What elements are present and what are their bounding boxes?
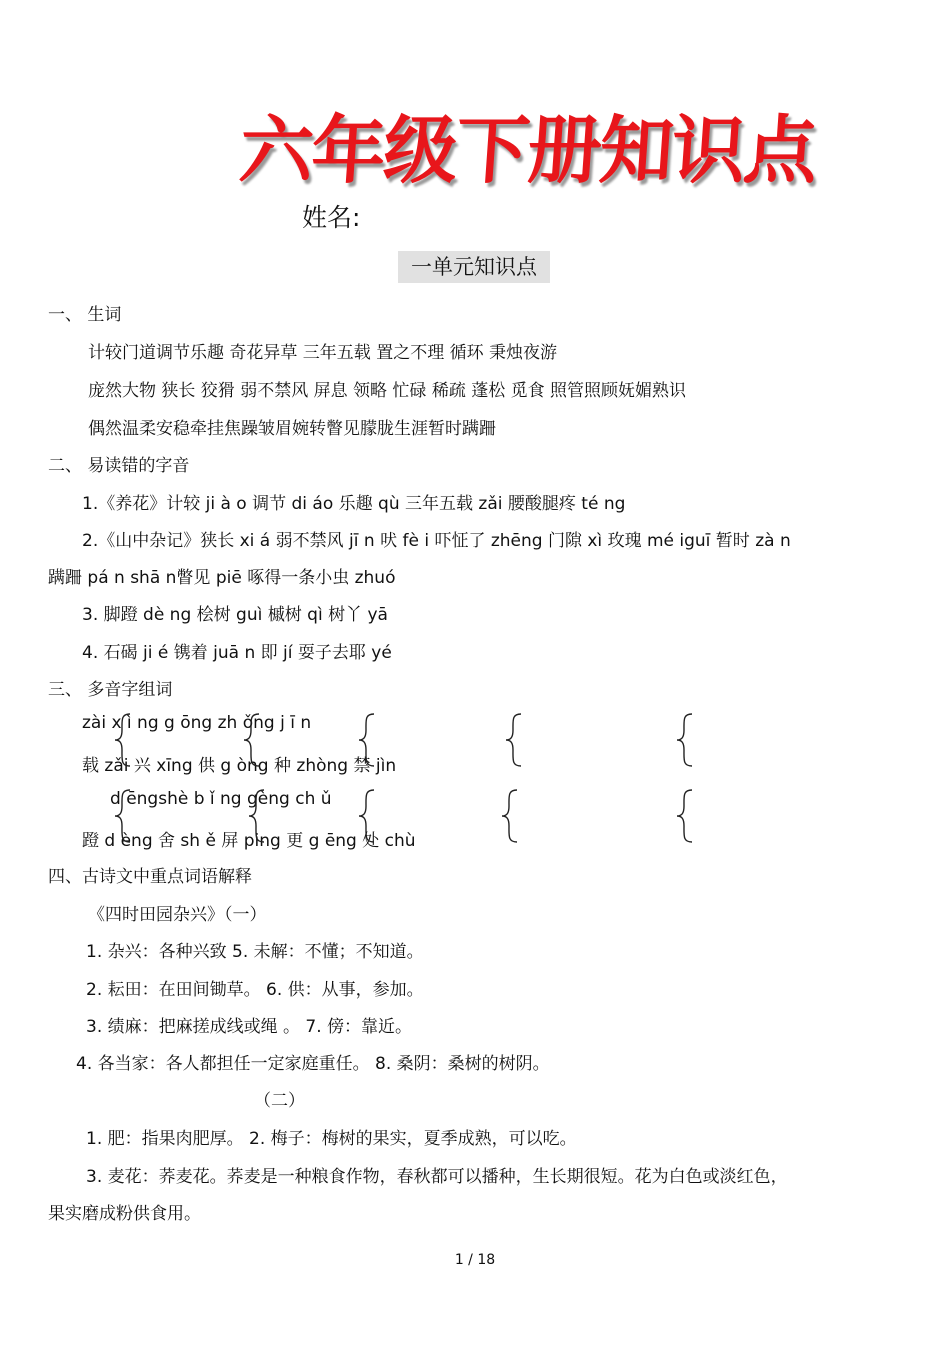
brace-icon	[674, 712, 696, 768]
page-number: 1 / 18	[454, 1252, 496, 1268]
vocab-line: 庞然大物 狭长 狡猾 弱不禁风 屏息 领略 忙碌 稀疏 蓬松 觅食 照管照顾妩媚熟识	[88, 381, 687, 401]
polyphone-line: 蹬 d èng 舍 sh ě 屏 ping 更 g ēng 处 chù	[82, 831, 416, 851]
section-heading-polyphone: 三、 多音字组词	[48, 680, 173, 700]
brace-icon	[241, 712, 263, 768]
polyphone-line: 载 zǎi 兴 xīng 供 g òng 种 zhòng 禁 jìn	[82, 756, 397, 776]
pronunciation-line: 3. 脚蹬 dè ng 桧树 guì 槭树 qì 树丫 yā	[82, 605, 388, 625]
pronunciation-line: 4. 石碣 ji é 镌着 juā n 即 jí 耍子去耶 yé	[82, 643, 392, 663]
polyphone-line: zài x ì ng g ōng zh ǒng j ī n	[82, 713, 312, 733]
vocab-line: 计较门道调节乐趣 奇花异草 三年五载 置之不理 循环 秉烛夜游	[88, 343, 558, 363]
document-title: 六年级下册知识点	[236, 108, 819, 194]
brace-icon	[246, 788, 268, 844]
pronunciation-line: 2.《山中杂记》狭长 xi á 弱不禁风 jī n 吠 fè i 吓怔了 zhēng 门隙 xì 玫瑰 mé iguī 暂时 zà n	[82, 531, 791, 551]
brace-icon	[499, 788, 521, 844]
brace-icon	[674, 788, 696, 844]
definition-line: 果实磨成粉供食用。	[48, 1204, 201, 1224]
section-heading-poetry: 四、古诗文中重点词语解释	[48, 867, 252, 887]
definition-line: 2. 耘田：在田间锄草。 6. 供：从事，参加。	[86, 980, 424, 1000]
vocab-line: 偶然温柔安稳牵挂焦躁皱眉婉转瞥见朦胧生涯暂时蹒跚	[88, 419, 496, 439]
brace-icon	[356, 712, 378, 768]
name-label: 姓名:	[302, 203, 361, 232]
brace-icon	[503, 712, 525, 768]
section-heading-vocab: 一、 生词	[48, 305, 122, 325]
polyphone-line: d ēngshè b ǐ ng gèng ch ǔ	[110, 789, 332, 809]
unit-title: 一单元知识点	[398, 251, 550, 283]
definition-line: 4. 各当家：各人都担任一定家庭重任。 8. 桑阴：桑树的树阴。	[76, 1054, 550, 1074]
pronunciation-line: 蹒跚 pá n shā n瞥见 piē 啄得一条小虫 zhuó	[48, 568, 396, 588]
definition-line: 3. 绩麻：把麻搓成线或绳 。 7. 傍：靠近。	[86, 1017, 413, 1037]
definition-line: 1. 杂兴：各种兴致 5. 未解：不懂；不知道。	[86, 942, 424, 962]
pronunciation-line: 1.《养花》计较 ji à o 调节 di áo 乐趣 qù 三年五载 zǎi 腰酸腿疼 té ng	[82, 494, 626, 514]
poem-title: 《四时田园杂兴》（一）	[88, 905, 267, 925]
poem-subtitle: （二）	[254, 1091, 305, 1111]
brace-icon	[112, 712, 134, 768]
brace-icon	[112, 788, 134, 844]
brace-icon	[356, 788, 378, 844]
definition-line: 3. 麦花：荞麦花。荞麦是一种粮食作物，春秋都可以播种，生长期很短。花为白色或淡红色，	[86, 1167, 788, 1187]
definition-line: 1. 肥：指果肉肥厚。 2. 梅子：梅树的果实，夏季成熟，可以吃。	[86, 1129, 577, 1149]
section-heading-pronunciation: 二、 易读错的字音	[48, 456, 190, 476]
